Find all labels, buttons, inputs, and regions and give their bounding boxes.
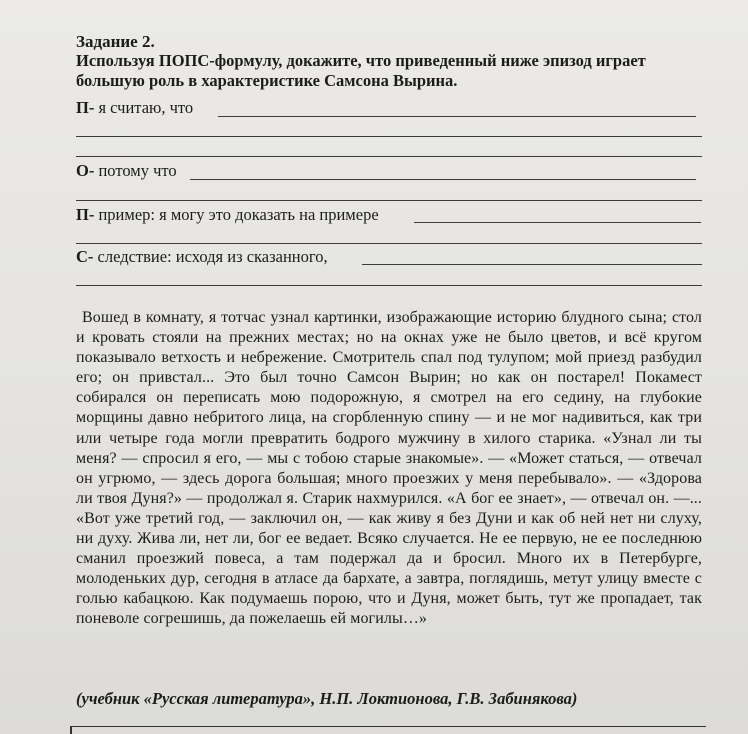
formula-letter: П- bbox=[76, 98, 95, 117]
table-divider bbox=[70, 727, 72, 734]
formula-row-conclusion bbox=[76, 247, 328, 267]
formula-row-example bbox=[76, 205, 379, 225]
answer-line[interactable] bbox=[76, 285, 702, 286]
formula-letter: О- bbox=[76, 161, 95, 180]
formula-prompt: пример: я могу это доказать на примере bbox=[94, 205, 379, 224]
table-border bbox=[70, 726, 706, 734]
answer-line[interactable] bbox=[190, 179, 696, 180]
answer-line[interactable] bbox=[76, 156, 702, 157]
formula-row-position bbox=[76, 98, 193, 118]
answer-line[interactable] bbox=[218, 116, 696, 117]
source-citation: (учебник «Русская литература», Н.П. Локтионова, Г.В. Забинякова) bbox=[76, 689, 578, 708]
answer-line[interactable] bbox=[76, 136, 702, 137]
formula-row-reason bbox=[76, 161, 177, 181]
formula-prompt: потому что bbox=[94, 161, 177, 180]
answer-line[interactable] bbox=[414, 222, 701, 223]
formula-letter: П- bbox=[76, 205, 95, 224]
answer-line[interactable] bbox=[76, 243, 702, 244]
literary-excerpt: Вошед в комнату, я тотчас узнал картинки, изображающие историю блудного сына; стол и кровать стояли на прежних местах; но на окнах уже не было цветов, и всё кругом показывало ветхость и небрежение. Смотритель спал под тулупом; мой приезд разбудил его; он привстал... Это был точно Самсон Вырин; но как он постарел! Покамест собирался он переписать мою подорожную, я смотрел на его седину, на глубокие морщины давно небритого лица, на сгорбленную спину — и не мог надивиться, как три или четыре года могли превратить бодрого мужчину в хилого старика. «Узнал ли ты меня? — спросил я его, — мы с тобою старые знакомые». — «Может статься, — отвечал он угрюмо, — здесь дорога большая; много проезжих у меня перебывало». — «Здорова ли твоя Дуня?» — продолжал я. Старик нахмурился. «А бог ее знает», — отвечал он. —... «Вот уже третий год, — заключил он, — как живу я без Дуни и как об ней нет ни слуху, ни духу. Жива ли, нет ли, бог ее ведает. Всяко случается. Не ее первую, не ее последнюю сманил проезжий повеса, а там подержал да и бросил. Много их в Петербурге, молоденьких дур, сегодня в атласе да бархате, а завтра, поглядишь, метут улицу вместе с голью кабацкою. Как подумаешь порою, что и Дуня, может быть, тут же пропадает, так поневоле согрешишь, да пожелаешь ей могилы…» bbox=[76, 309, 702, 628]
task-instruction: Используя ПОПС-формулу, докажите, что приведенный ниже эпизод играет большую роль в характеристике Самсона Вырина. bbox=[76, 51, 646, 90]
formula-letter: С- bbox=[76, 247, 94, 266]
task-title: Задание 2. bbox=[76, 32, 155, 51]
answer-line[interactable] bbox=[362, 264, 702, 265]
answer-line[interactable] bbox=[76, 200, 702, 201]
formula-prompt: я считаю, что bbox=[94, 98, 194, 117]
formula-prompt: следствие: исходя из сказанного, bbox=[93, 247, 328, 266]
